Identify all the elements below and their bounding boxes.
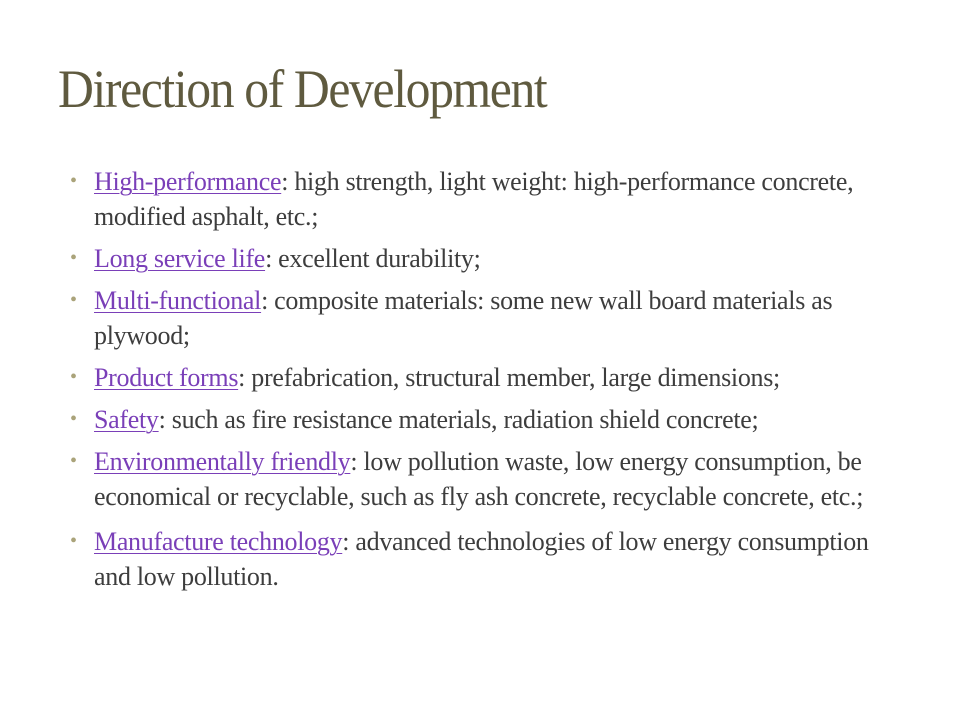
link-long-service-life[interactable]: Long service life [94, 244, 266, 273]
link-environmentally-friendly[interactable]: Environmentally friendly [94, 447, 351, 476]
bullet-item-high-performance [0, 164, 960, 234]
bullet-item-multi-functional [0, 283, 960, 353]
bullet-marker-icon: • [70, 408, 77, 430]
bullet-list [0, 164, 960, 601]
bullet-item-product-forms [0, 360, 960, 395]
bullet-marker-icon: • [70, 450, 77, 472]
bullet-text: : advanced technologies of low energy consumption and low pollution. [94, 527, 869, 591]
bullet-text: : prefabrication, structural member, large dimensions; [238, 363, 780, 392]
bullet-item-manufacture-technology [0, 524, 960, 594]
bullet-marker-icon: • [70, 289, 77, 311]
link-safety[interactable]: Safety [94, 405, 159, 434]
bullet-text: : low pollution waste, low energy consumption, be economical or recyclable, such as fly ash concrete, recyclable concrete, etc.; [94, 447, 864, 511]
bullet-marker-icon: • [70, 366, 77, 388]
bullet-text: : composite materials: some new wall board materials as plywood; [94, 286, 833, 350]
bullet-marker-icon: • [70, 170, 77, 192]
link-product-forms[interactable]: Product forms [94, 363, 239, 392]
link-high-performance[interactable]: High-performance [94, 167, 282, 196]
bullet-text: : high strength, light weight: high-performance concrete, modified asphalt, etc.; [94, 167, 854, 231]
bullet-item-long-service-life [0, 241, 960, 276]
link-multi-functional[interactable]: Multi-functional [94, 286, 262, 315]
slide-title: Direction of Development [58, 59, 547, 119]
bullet-item-environmentally-friendly [0, 444, 960, 514]
bullet-text: : such as fire resistance materials, radiation shield concrete; [158, 405, 759, 434]
link-manufacture-technology[interactable]: Manufacture technology [94, 527, 343, 556]
bullet-item-safety [0, 402, 960, 437]
bullet-text: : excellent durability; [265, 244, 481, 273]
bullet-marker-icon: • [70, 247, 77, 269]
bullet-marker-icon: • [70, 530, 77, 552]
